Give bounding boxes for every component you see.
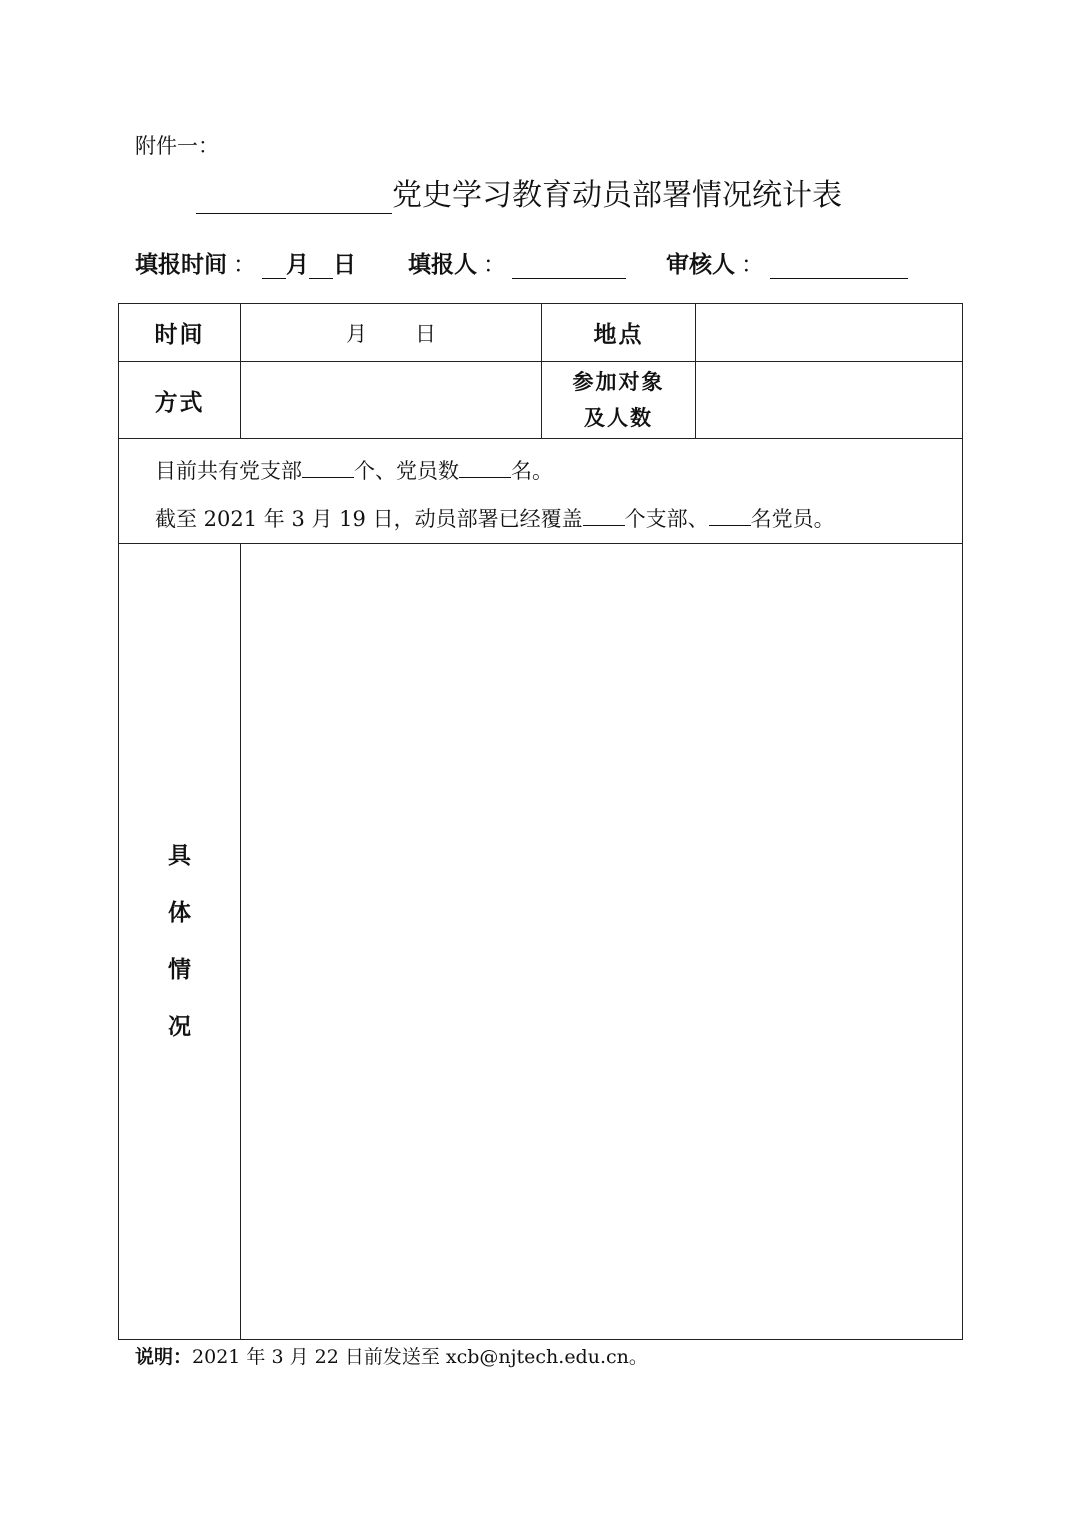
date-month-label: 月 — [346, 321, 367, 346]
reporter-label: 填报人 — [408, 252, 477, 278]
covered-branch-blank[interactable] — [583, 503, 625, 526]
details-label: 具 体 情 况 — [119, 544, 241, 1340]
attachment-label: 附件一： — [135, 134, 219, 158]
month-label: 月 — [286, 252, 309, 278]
note-text: 2021 年 3 月 22 日前发送至 xcb@njtech.edu.cn。 — [192, 1346, 648, 1368]
participants-label: 参加对象 及人数 — [542, 362, 696, 439]
covered-member-blank[interactable] — [709, 503, 751, 526]
month-blank[interactable] — [262, 252, 286, 279]
page-title — [196, 170, 842, 214]
title-text: 党史学习教育动员部署情况统计表 — [392, 178, 842, 213]
date-field[interactable] — [241, 304, 542, 362]
report-meta: 填报时间 ： 月 日 填报人 ： 审核人 ： — [135, 246, 908, 279]
statistics-form-table — [118, 303, 963, 1340]
location-label: 地点 — [542, 304, 696, 362]
reporter-blank[interactable] — [512, 252, 626, 279]
footer-note — [135, 1342, 648, 1369]
date-day-label: 日 — [415, 321, 436, 346]
day-label: 日 — [333, 252, 356, 278]
day-blank[interactable] — [309, 252, 333, 279]
summary-cell — [119, 439, 963, 544]
reviewer-blank[interactable] — [770, 252, 908, 279]
details-field[interactable] — [241, 544, 963, 1340]
method-label: 方式 — [119, 362, 241, 439]
reviewer-label: 审核人 — [666, 252, 735, 278]
note-label: 说明： — [135, 1346, 193, 1368]
branch-count-blank[interactable] — [302, 455, 354, 478]
summary-line-1: 目前共有党支部 个、党员数 名。 — [155, 447, 962, 495]
participants-field[interactable] — [696, 362, 963, 439]
title-unit-blank[interactable] — [196, 179, 392, 214]
method-field[interactable] — [241, 362, 542, 439]
time-label: 时间 — [119, 304, 241, 362]
location-field[interactable] — [696, 304, 963, 362]
member-count-blank[interactable] — [459, 455, 511, 478]
summary-line-2: 截至 2021 年 3 月 19 日，动员部署已经覆盖 个支部、 名党员。 — [155, 495, 962, 543]
report-time-label: 填报时间 — [135, 252, 227, 278]
